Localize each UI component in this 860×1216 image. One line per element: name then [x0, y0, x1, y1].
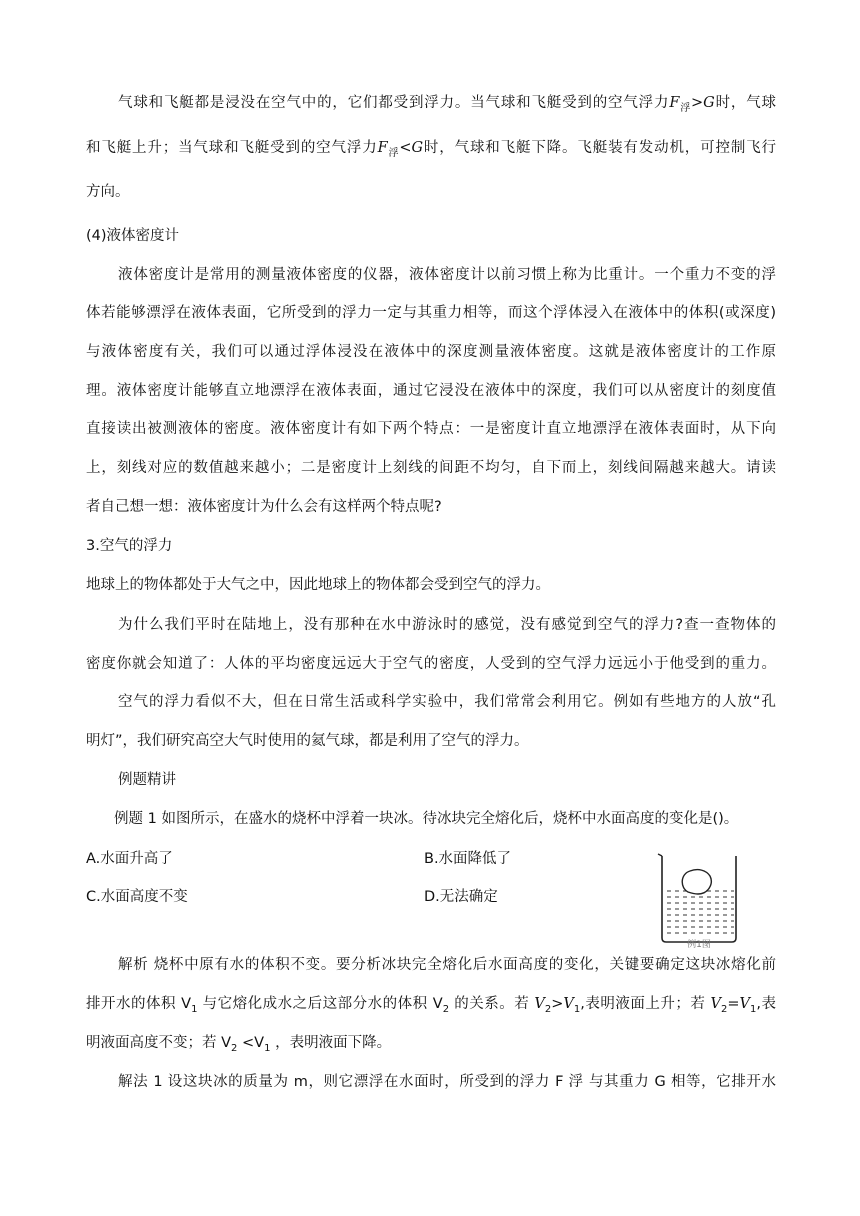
hydrometer-para-line-1: 液体密度计是常用的测量液体密度的仪器，液体密度计以前习惯上称为比重计。一个重力不变的浮: [118, 267, 776, 283]
hydrometer-para-line-2: 体若能够漂浮在液体表面，它所受到的浮力一定与其重力相等，而这个浮体浸入在液体中的体积(或深度): [86, 305, 776, 321]
ice-block: [682, 870, 711, 894]
hydrometer-para-line-5: 直接读出被测液体的密度。液体密度计有如下两个特点：一是密度计直立地漂浮在液体表面时，从下向: [86, 421, 776, 437]
option-c: C.水面高度不变: [86, 889, 188, 905]
air-para-3-line-2: 明灯”，我们研究高空大气时使用的氦气球，都是利用了空气的浮力。: [86, 733, 529, 749]
analysis-line-1: 解析 烧杯中原有水的体积不变。要分析冰块完全熔化后水面高度的变化，关键要确定这块冰熔化前: [118, 957, 776, 973]
water-region: [664, 888, 734, 936]
balloon-para-line-3: 方向。: [86, 184, 130, 200]
air-para-3-line-1: 空气的浮力看似不大，但在日常生活或科学实验中，我们常常会利用它。例如有些地方的人放“孔: [118, 694, 776, 710]
heading-air-buoyancy: 3.空气的浮力: [86, 538, 173, 554]
analysis-line-2: 排开水的体积 $V_1$ 与它熔化成水之后这部分水的体积 $V_2$ 的关系。若 $V_2>V_1$,表明液面上升；若 $V_2=V_1$,表: [86, 996, 777, 1015]
figure-caption: 例1图: [687, 940, 711, 948]
heading-hydrometer: (4)液体密度计: [86, 228, 180, 244]
balloon-para-line-1: 气球和飞艇都是浸没在空气中的，它们都受到浮力。当气球和飞艇受到的空气浮力$F_浮>G$时，气球: [118, 95, 777, 114]
option-b: B.水面降低了: [424, 851, 512, 867]
hydrometer-para-line-6: 上，刻线对应的数值越来越小；二是密度计上刻线的间距不均匀，自下而上，刻线间隔越来越大。请读: [86, 460, 776, 476]
analysis-line-3: 明液面高度不变；若 $V_2 <V_1$ ，表明液面下降。: [86, 1035, 392, 1054]
example-1-stem: 例题 1 如图所示，在盛水的烧杯中浮着一块冰。待冰块完全熔化后，烧杯中水面高度的变化是()。: [114, 811, 739, 827]
beaker-figure: [650, 852, 746, 948]
heading-examples: 例题精讲: [118, 772, 176, 788]
hydrometer-para-line-4: 理。液体密度计能够直立地漂浮在液体表面，通过它浸没在液体中的深度，我们可以从密度计的刻度值: [86, 383, 776, 399]
air-para-2-line-1: 为什么我们平时在陆地上，没有那种在水中游泳时的感觉，没有感觉到空气的浮力?查一查物体的: [118, 617, 776, 633]
air-para-2-line-2: 密度你就会知道了：人体的平均密度远远大于空气的密度，人受到的空气浮力远远小于他受到的重力。: [86, 656, 776, 672]
hydrometer-para-line-3: 与液体密度有关，我们可以通过浮体浸没在液体中的深度测量液体密度。这就是液体密度计的工作原: [86, 344, 776, 360]
option-d: D.无法确定: [424, 889, 498, 905]
hydrometer-para-line-7: 者自己想一想：液体密度计为什么会有这样两个特点呢?: [86, 499, 442, 515]
balloon-para-line-2: 和飞艇上升；当气球和飞艇受到的空气浮力$F_浮<G$时，气球和飞艇下降。飞艇装有发动机，可控制飞行: [86, 140, 777, 159]
air-para-1: 地球上的物体都处于大气之中，因此地球上的物体都会受到空气的浮力。: [86, 577, 550, 593]
option-a: A.水面升高了: [86, 851, 173, 867]
solution-1-line-1: 解法 1 设这块冰的质量为 m，则它漂浮在水面时，所受到的浮力 F 浮 与其重力 G 相等，它排开水: [118, 1074, 776, 1090]
